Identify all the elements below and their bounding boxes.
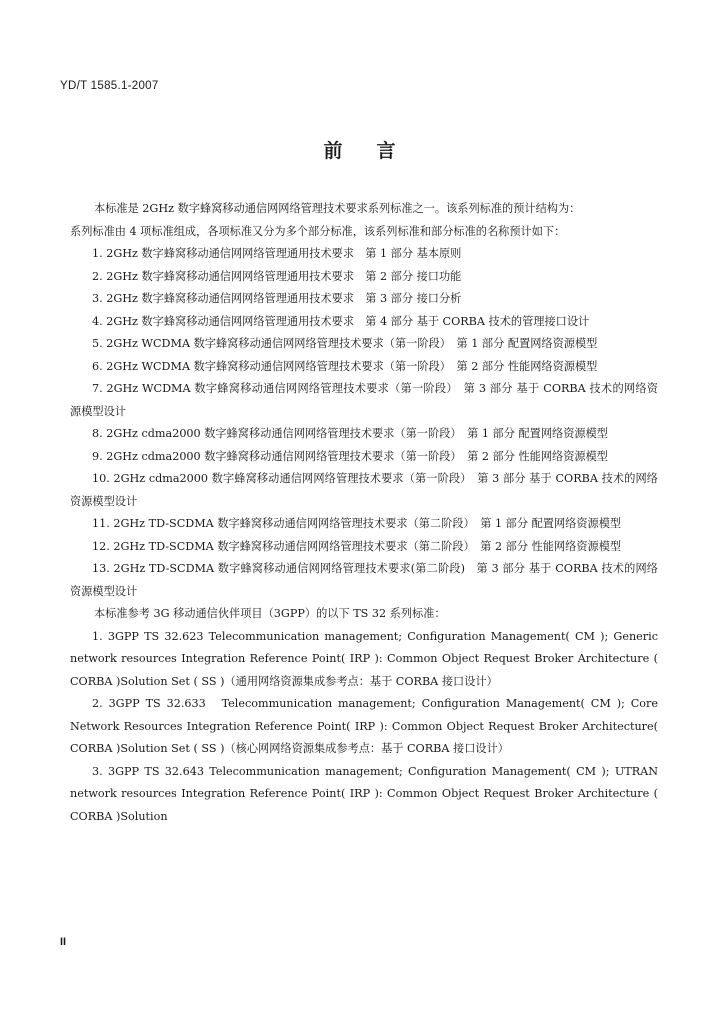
list-item: 5. 2GHz WCDMA 数字蜂窝移动通信网网络管理技术要求（第一阶段） 第 1 部分 配置网络资源模型 bbox=[92, 337, 598, 350]
page-number: II bbox=[60, 936, 67, 948]
list-item: 9. 2GHz cdma2000 数字蜂窝移动通信网网络管理技术要求（第一阶段） 第 2 部分 性能网络资源模型 bbox=[92, 449, 608, 463]
list-item: 6. 2GHz WCDMA 数字蜂窝移动通信网网络管理技术要求（第一阶段） 第 2 部分 性能网络资源模型 bbox=[92, 359, 598, 373]
list-item: 7. 2GHz WCDMA 数字蜂窝移动通信网网络管理技术要求（第一阶段） 第 3 部分 基于 CORBA 技术的网络资源模型设计 bbox=[70, 382, 658, 418]
document-id-header: YD/T 1585.1-2007 bbox=[60, 80, 159, 92]
foreword-body bbox=[70, 198, 658, 828]
reference-item: 3. 3GPP TS 32.643 Telecommunication management; Configuration Management( CM ); UTRAN network resources Integration Reference Point( IRP ): Common Object Request Broker Architecture ( CORBA )Solution bbox=[70, 764, 658, 823]
list-item: 12. 2GHz TD-SCDMA 数字蜂窝移动通信网网络管理技术要求（第二阶段） 第 2 部分 性能网络资源模型 bbox=[92, 539, 622, 553]
reference-item: 2. 3GPP TS 32.633 Telecommunication management; Configuration Management( CM ); Core Network Resources Integration Reference Point( IRP ): Common Object Request Broker Architecture( CORBA )Solution Set ( SS )（核心网网络资源集成参考点：基于 CORBA 接口设计） bbox=[70, 697, 658, 755]
list-item: 3. 2GHz 数字蜂窝移动通信网网络管理通用技术要求 第 3 部分 接口分析 bbox=[92, 292, 462, 305]
reference-item: 1. 3GPP TS 32.623 Telecommunication management; Configuration Management( CM ); Generic network resources Integration Reference Point( IRP ): Common Object Request Broker Architecture ( CORBA )Solution Set ( SS )（通用网络资源集成参考点：基于 CORBA 接口设计） bbox=[70, 629, 658, 688]
page-title: 前言 bbox=[323, 140, 430, 162]
list-item: 4. 2GHz 数字蜂窝移动通信网网络管理通用技术要求 第 4 部分 基于 CORBA 技术的管理接口设计 bbox=[92, 314, 590, 328]
list-item: 11. 2GHz TD-SCDMA 数字蜂窝移动通信网网络管理技术要求（第二阶段） 第 1 部分 配置网络资源模型 bbox=[92, 517, 622, 530]
list-item: 8. 2GHz cdma2000 数字蜂窝移动通信网网络管理技术要求（第一阶段） 第 1 部分 配置网络资源模型 bbox=[92, 427, 608, 440]
intro-paragraph-2: 系列标准由 4 项标准组成，各项标准又分为多个部分标准，该系列标准和部分标准的名称预计如下： bbox=[70, 224, 566, 238]
list-item: 13. 2GHz TD-SCDMA 数字蜂窝移动通信网网络管理技术要求(第二阶段) 第 3 部分 基于 CORBA 技术的网络资源模型设计 bbox=[70, 562, 658, 598]
list-item: 1. 2GHz 数字蜂窝移动通信网网络管理通用技术要求 第 1 部分 基本原则 bbox=[92, 247, 462, 260]
reference-intro: 本标准参考 3G 移动通信伙伴项目（3GPP）的以下 TS 32 系列标准： bbox=[94, 607, 446, 620]
intro-paragraph-1: 本标准是 2GHz 数字蜂窝移动通信网网络管理技术要求系列标准之一。该系列标准的预计结构为： bbox=[94, 202, 581, 215]
list-item: 2. 2GHz 数字蜂窝移动通信网网络管理通用技术要求 第 2 部分 接口功能 bbox=[92, 269, 462, 283]
list-item: 10. 2GHz cdma2000 数字蜂窝移动通信网网络管理技术要求（第一阶段） 第 3 部分 基于 CORBA 技术的网络资源模型设计 bbox=[70, 472, 658, 508]
